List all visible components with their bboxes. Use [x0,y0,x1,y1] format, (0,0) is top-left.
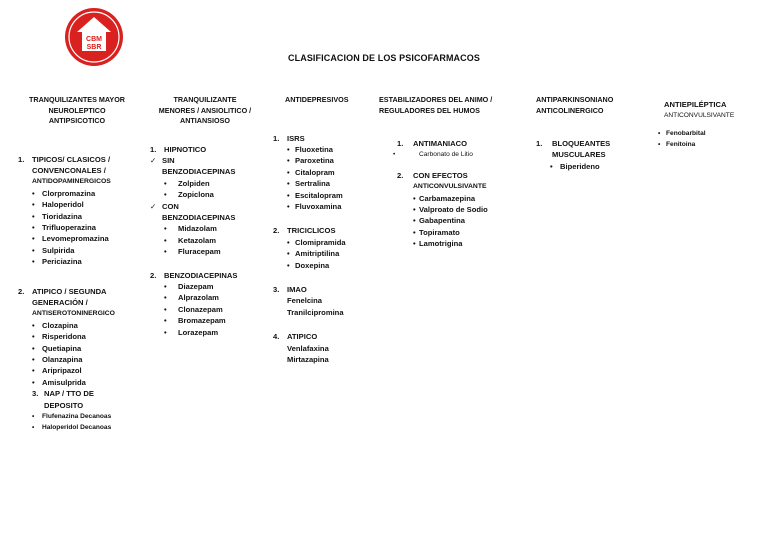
check-icon: ✓ [150,201,157,211]
section-hipnotico: 1. HIPNOTICO [150,144,207,154]
list-item: • Biperideno [536,161,636,172]
list-item: • Fenitoina [656,139,756,150]
list-tipicos [18,188,136,268]
list-item: • Lorazepam [150,327,260,338]
page-title: CLASIFICACION DE LOS PSICOFARMACOS [288,53,480,63]
section-bloqueantes: 1. BLOQUEANTES MUSCULARES [536,139,611,160]
section-isrs: 1. ISRS [273,133,305,143]
list-item: • Fluvoxamina [273,201,368,212]
list-item: • Clonazepam [150,304,260,315]
list-item: • Olanzapina [18,354,136,365]
list-item: • Lamotrigina [379,238,514,249]
column-header: TRANQUILIZANTE MENORES / ANSIOLITICO / ANTIANSIOSO [158,95,252,125]
list-item: • Sulpirida [18,245,136,256]
list-item: • Paroxetina [273,155,368,166]
list-item: • Valproato de Sodio [379,204,514,215]
column-estabilizadores [379,95,514,250]
section-anticonvulsivante: 2. CON EFECTOS ANTICONVULSIVANTE [397,170,487,191]
list-item: Fenelcina [287,296,323,306]
list-item: • Zolpiden [150,178,260,189]
section-nap: 3. NAP / TTO DE DEPOSITO [32,389,94,410]
list-item: • Diazepam [150,281,260,292]
section-antimaniaco: 1. ANTIMANIACO [397,139,467,148]
list-item: • Amitriptilina [273,248,368,259]
list-item: • Zopiclona [150,189,260,200]
column-header: ESTABILIZADORES DEL ANIMO / REGULADORES DEL HUMOS [379,95,493,115]
column-antidepresivos [273,95,368,365]
list-triciclicos [273,237,368,271]
section-con-benzodiacepinas: ✓ CON BENZODIACEPINAS [150,201,236,222]
list-item: • Alprazolam [150,292,260,303]
list-item: • Fenobarbital [656,128,756,139]
list-nap [18,411,136,434]
section-benzodiacepinas: 2. BENZODIACEPINAS [150,270,238,280]
list-anticonvulsivante [379,193,514,250]
list-item: • Clomipramida [273,237,368,248]
list-item: Tranilcipromina [287,307,344,317]
list-con-benzodiacepinas [150,223,260,257]
column-antiepileptica [656,100,756,150]
list-item: • Clozapina [18,320,136,331]
list-bloqueantes [536,161,636,172]
list-item: • Flufenazina Decanoas [18,411,136,422]
list-item: • Periciazina [18,256,136,267]
list-atipico [18,320,136,388]
list-item: • Escitalopram [273,190,368,201]
list-item: • Gabapentina [379,215,514,226]
logo-text-bottom: SBR [86,44,102,51]
list-item: • Topiramato [379,227,514,238]
list-item: • Ketazolam [150,235,260,246]
list-item: • Fluoxetina [273,144,368,155]
list-item: • Tioridazina [18,211,136,222]
column-tranquilizante-menores [150,95,260,338]
list-item: • Sertralina [273,178,368,189]
list-item: • Fluracepam [150,246,260,257]
section-imao: 3. IMAO [273,284,307,294]
list-item: • Haloperidol [18,199,136,210]
list-item: • Risperidona [18,331,136,342]
column-header: ANTIPARKINSONIANO ANTICOLINERGICO [536,95,614,115]
list-item: • Carbonato de Litio [379,149,514,160]
column-tranquilizantes-mayor [18,95,136,434]
list-benzodiacepinas [150,281,260,338]
list-antimaniaco [379,149,514,160]
list-isrs [273,144,368,212]
list-item: • Trifluoperazina [18,222,136,233]
section-tipicos: 1. TIPICOS/ CLASICOS / CONVENCONALES / ANTIDOPAMINERGICOS [18,154,111,186]
list-item: • Amisulprida [18,377,136,388]
section-atipico-antidepresivo: 4. ATIPICO [273,332,318,342]
list-item: • Clorpromazina [18,188,136,199]
list-item: • Levomepromazina [18,233,136,244]
column-header: ANTIDEPRESIVOS [285,95,349,104]
list-item: • Midazolam [150,223,260,234]
section-atipico: 2. ATIPICO / SEGUNDA GENERACIÓN / ANTISEROTONINERGICO [18,286,115,318]
section-sin-benzodiacepinas: ✓ SIN BENZODIACEPINAS [150,155,236,177]
section-triciclicos: 2. TRICICLICOS [273,226,336,236]
column-header: TRANQUILIZANTES MAYOR NEUROLEPTICO ANTIPSICOTICO [29,95,125,125]
column-antiparkinsoniano [536,95,636,172]
list-sin-benzodiacepinas [150,178,260,201]
list-item: Mirtazapina [287,355,329,364]
list-item: • Citalopram [273,167,368,178]
column-header: ANTIEPILÉPTICA [664,100,727,109]
column-subheader: ANTICONVULSIVANTE [664,111,735,119]
list-item: • Carbamazepina [379,193,514,204]
list-antiepileptica [656,128,756,151]
logo-text-top: CBM [86,36,102,43]
list-item: Venlafaxina [287,343,329,353]
check-icon: ✓ [150,155,157,165]
list-item: • Aripripazol [18,365,136,376]
list-item: • Haloperidol Decanoas [18,422,136,433]
list-item: • Quetiapina [18,343,136,354]
list-item: • Doxepina [273,260,368,271]
list-item: • Bromazepam [150,315,260,326]
